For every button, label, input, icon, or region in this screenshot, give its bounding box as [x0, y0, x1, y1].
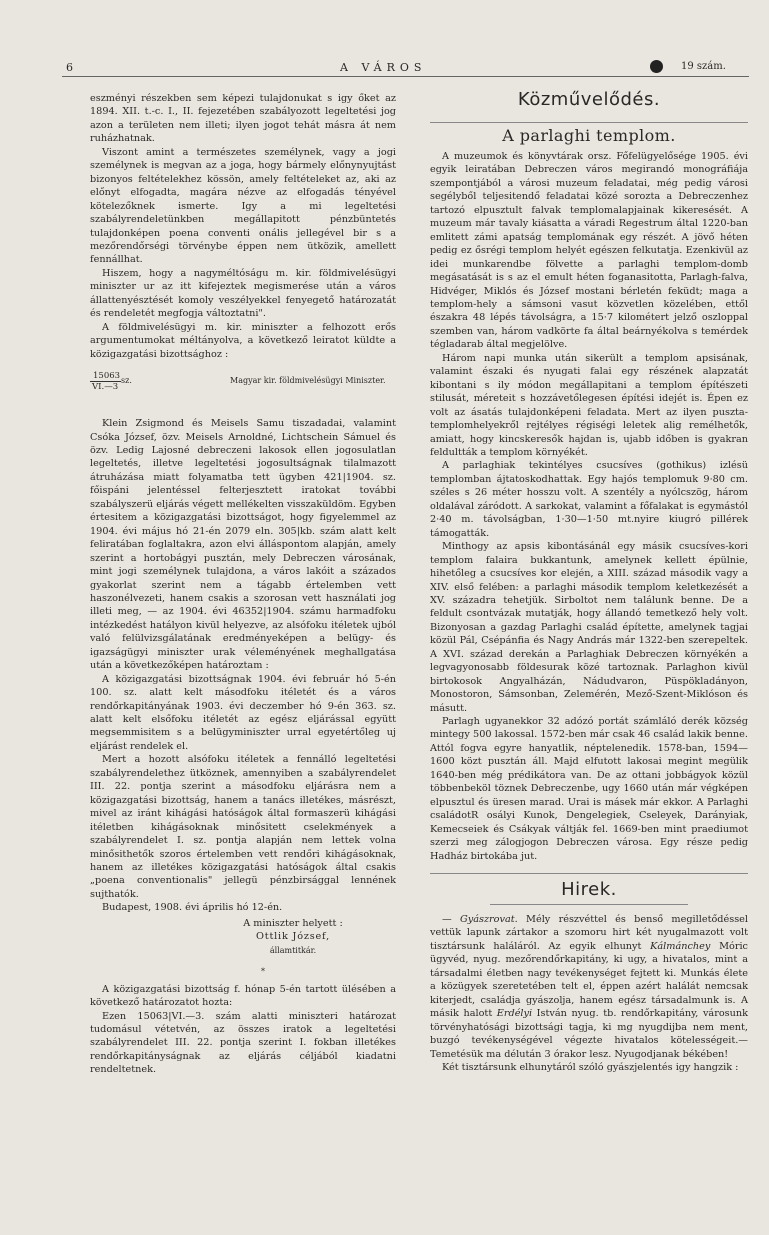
ref-denominator: VI.—3 [92, 382, 119, 393]
paragraph: A földmivelésügyi m. kir. miniszter a felhozott erős argumentumokat méltányolva, a következő leiratot küldte a közigazgatási bizottsághoz : [90, 321, 396, 360]
ref-numerator: 15063 [90, 371, 121, 382]
paragraph: Mert a hozott alsófoku itéletek a fennálló legeltetési szabályrendelethez ütköznek, amennyiben a szabályrendelet III. 22. pontja szerint a másodfoku eljárásra nem a közigazgatási bizottság, hanem a tanács illetékes, másrészt, mivel az iránt kihágási hatóságok által formaszerü kihágási itéletben kihágásoknak minősitett cselekmények a szabályrendelet I. sz. pontja alapján nem lettek volna minősithetők szoros értelemben vett rendőri kihágásoknak, hanem az illetékes közigazgatási hatóságok által csakis „poena conventionalis" jellegü pénzbirsággal lennének sujthatók. [90, 754, 396, 900]
paragraph: Klein Zsigmond és Meisels Samu tiszadadai, valamint Csóka József, özv. Meisels Arnoldné, Lichtschein Sámuel és özv. Ledig Lajosné debreczeni lakosok ellen jogosulatlan legeltetés, illetve legeltetési jogosultságnak tilalmazott átruházása miatt folyamatba tett ügyben 421|1904. sz. főispáni jelentéssel felterjesztett iratokat további szabályszerü eljárás végett mellékelten visszaküldöm. Egyben értesitem a közigazgatási bizottságot, hogy figyelemmel az 1904. évi május hó 21-én 2079 eln. 305|kb. szám alatt kelt feliratában foglaltakra, azon elvi álláspontom alapján, amely szerint a hortobágyi pusztán, mely Debreczen városának, mint jogi személynek tulajdona, a város lakóit a százados gyakorlat szerint nem a tágabb értelemben vett haszonélvezeti, hanem csakis a szorosan vett használati jog illeti meg, — az 1904. évi 46352|1904. számu harmadfoku intézkedést hatályon kivül helyezve, az alsófoku itéletek ujból való felülvizsgálatának eredményeképen a belügy- és igazságügyi miniszter urak véleményének meghallgatása után a következőképen határoztam : [90, 418, 396, 672]
newspaper-title: A VÁROS [340, 61, 427, 74]
news-item [430, 913, 748, 1061]
signature-role: A miniszter helyett : [243, 917, 343, 929]
paragraph: A muzeumok és könyvtárak orsz. Főfelügyelősége 1905. évi egyik leiratában Debreczen város megirandó monográfiája szempontjából a városi muzeum feladatai, még pedig városi segélyből teljesitendő feladatai közé sorozta a Debreczenhez tartozó elpusztult falvak templomalapjainak kikeresését. A muzeum már tavaly kiásatta a váradi Regestrum által 1220-ban emlitett zámi apatság templomának egy részét. A jövő héten pedig ez ősrégi templom helyét egészen felkutatja. Ezenkivül az idei munkarendbe fölvette a parlaghi templom-domb megásatását is s az el emult héten foganasitotta, Parlagh-falva, Hidvéger, Miklós és József mostani bérletén feküdt; maga a templom-hely a sámsoni vasut közvetlen közelében, ettől északra 48 lépés távolságra, a 15·7 kilométert jelző oszloppal szemben van, három vadkörte fa által beárnyékolva s temérdek tégladarab által megjelölve. [430, 151, 748, 351]
ink-blot [650, 60, 663, 73]
signature-block [90, 917, 396, 957]
dateline: Budapest, 1908. évi április hó 12-én. [102, 902, 283, 914]
issue-number: 19 szám. [681, 61, 726, 72]
paragraph: Három napi munka után sikerült a templom apsisának, valamint északi és nyugati falai egy részének alapzatát kibontani s ily módon megállapitani a templom építészeti stilusát, méreteit s hozzávetőlegesen építési idejét is. Épen ez volt az ásatás tulajdonképeni feladata. Mert az ilyen puszta-templomhelyekről rejtélyes régiségi leletek alig remélhetők, amiatt, hogy kincskeresők hajdan is, ujabb időben is gyakran feldultták a templom környékét. [430, 352, 748, 458]
page-header [0, 56, 769, 80]
ministry-name: Magyar kir. földmivelésügyi Miniszter. [230, 376, 386, 386]
paragraph: A parlaghiak tekintélyes csucsíves (gothikus) izlésü templomban ájtatoskodhattak. Egy hajós templomuk 9·80 cm. széles s 26 méter hosszu volt. A szentély a nyólcszög, három oldalával záródott. A sarkokat, valamint a főfalakat is egymástól 2·40 m. távolságban, 1·30—1·50 mt.nyire kiugró pillérek támogatták. [430, 460, 748, 539]
reference-line [90, 371, 396, 411]
news-text: Mély részvéttel és benső megilletődéssel vettük lapunk zártakor a szomoru hirt két nyugalmazott volt tisztársunk haláláról. Az egyik elhunyt [430, 914, 749, 952]
reference-number [90, 371, 130, 392]
signature-name: Ottlik József, [256, 931, 330, 943]
paragraph: Minthogy az apsis kibontásánál egy másik csucsíves-kori templom falaira bukkantunk, amelynek kellett épülnie, hihetőleg a csucsíves kor elején, a XIII. század második vagy a XIV. első felében: a parlaghi második templom keletkezését a XV. századra tehetjük. Sirboltot nem találunk benne. De a feldult csontvázak mutatják, hogy állandó temetkező hely volt. Bizonyosan a gazdag Parlaghi család építette, amelynek tagjai közül Pál, Csépánfia és Nagy András már 1322-ben szerepeltek. A XVI. század derekán a Parlaghiak Debreczen környékén a legvagyonosabb földesurak közé tartoznak. Parlaghon kivül birtokosok Angyalházán, Nádudvaron, Püspökladányon, Monostoron, Sámsonban, Zelemérén, Mező-Szent-Miklóson és másutt. [430, 541, 748, 714]
person-name: Kálmánchey [650, 940, 711, 952]
paragraph: Parlagh ugyanekkor 32 adózó portát számláló derék község mintegy 500 lakossal. 1572-ben már csak 46 család lakik benne. Attól fogva egyre hanyatlik, néptelenedik. 1578-ban, 1594—1600 közt pusztán áll. Majd elfutott lakosai megint megülik 1640-ben még prédikátora van. De az ottani jobbágyok közül többenbeköl töznek Debreczenbe, ugy 1660 után már végképen elpusztul és üresen marad. Urai is másek már ekkor. A Parlaghi családotR osályi Kunok, Dengelegiek, Cseleyek, Darányiak, Kemecseiek és Csákyak váltják fel. 1669-ben mint praediumot szerzi meg zálogjogon Debreczen városa. Egy része pedig Hadház birtokába jut. [430, 716, 748, 862]
section-title: Hirek. [561, 879, 617, 901]
section-title: Közművelődés. [517, 89, 661, 110]
left-column [90, 92, 396, 1077]
paragraph: A közigazgatási bizottságnak 1904. évi február hó 5-én 100. sz. alatt kelt másodfoku itéletét és a város rendőrkapitányának 1903. évi deczember hó 9-én 363. sz. alatt kelt elsőfoku itéletét az egész eljárással együtt megsemmisitem s a belügyminiszter urral egyetértőleg uj eljárást rendelek el. [90, 673, 396, 752]
header-rule [62, 76, 749, 77]
paragraph: Hiszem, hogy a nagyméltóságu m. kir. földmivelésügyi miniszter ur az itt kifejeztek megismerése után a város állattenyésztését komoly veszélyekkel fenyegető határozatát és rendeletét megfogja változtatni". [90, 267, 396, 320]
person-name: Erdélyi [496, 1008, 533, 1020]
ref-sz: sz. [121, 376, 132, 386]
right-column [430, 90, 748, 1074]
paragraph: Ezen 15063|VI.—3. szám alatti miniszteri határozat tudomásul vétetvén, az összes iratok a legeltetési szabályrendelet III. 22. pontja szerint I. fokban illetékes rendőrkapitányságnak az eljárás céljából kiadatni rendeltetnek. [90, 1010, 396, 1076]
paragraph: Két tisztársunk elhunytáról szóló gyászjelentés igy hangzik : [442, 1062, 739, 1073]
paragraph: Viszont amint a természetes személynek, vagy a jogi személynek is megvan az a joga, hogy bármely előnynyujtást bizonyos feltételekhez kössön, amely feltételeket az, aki az előnyt elfogadta, magára nézve az elfogadás tényével kötelezőknek ismerte. Igy a mi legeltetési szabályrendeletünkben megállapitott pénzbüntetés tulajdonképen poena conventi onális jellegével bir s a mezőrendőrségi törvénybe éppen nem ütközik, amellett fennállhat. [90, 146, 396, 266]
paragraph: A közigazgatási bizottság f. hónap 5-én tartott ülésében a következő határozatot hozta: [90, 983, 396, 1009]
section-rule [430, 873, 748, 874]
article-title: A parlaghi templom. [502, 126, 676, 145]
news-text: Móric ügyvéd, nyug. mezőrendőrkapitány, ki ugy, a hivatalos, mint a társadalmi életben nagy tevékenységet fejtett ki. Munkás élete a közügyek szeretetében telt el, éppen azért halálát nemcsak kiterjedt, családja gyászolja, hanem egész társadalmunk is. A másik halott [430, 940, 748, 1020]
section-rule [430, 122, 748, 123]
section-star: * [261, 967, 265, 977]
paragraph: eszményi részekben sem képezi tulajdonukat s igy őket az 1894. XII. t.-c. I., II. fejezetében szabályozott legeltetési jog azon a területen nem illeti; ilyen jogot tehát másra át nem ruházhatnak. [90, 93, 396, 145]
page-number-left: 6 [66, 61, 73, 74]
news-text: István nyug. tb. rendőrkapitány, városunk törvényhatósági bizottsági tagja, ki mg nyugdijba nem ment, buzgó tevékenységével végezte hivatalos kötelességeit.— Temetésük ma délután 3 órakor lesz. Nyugodjanak békében! [430, 1008, 748, 1060]
news-lead: — Gyászrovat. [442, 914, 518, 926]
signature-title: államtitkár. [269, 945, 317, 955]
section-rule [490, 904, 688, 905]
